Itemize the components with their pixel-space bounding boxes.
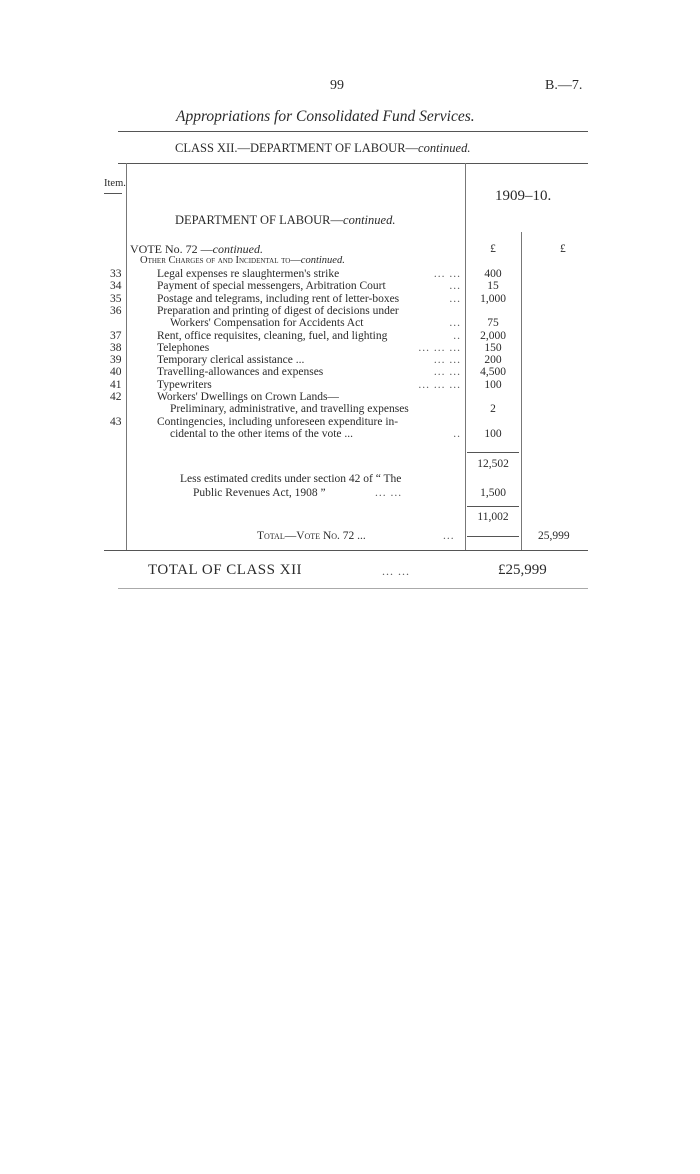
item-leaders: ... ... (433, 268, 461, 280)
item-amount: 400 (484, 268, 502, 280)
total-vote-rule (467, 536, 519, 537)
class-heading-main: CLASS XII.—DEPARTMENT OF LABOUR— (175, 141, 419, 155)
item-amount: 150 (484, 341, 502, 354)
item-amount: 1,000 (480, 292, 506, 305)
item-amount: 100 (484, 378, 502, 391)
class-heading-cont: continued. (418, 141, 471, 155)
item-description: Workers' Dwellings on Crown Lands— (157, 391, 339, 403)
page-title: Appropriations for Consolidated Fund Services. (176, 108, 475, 125)
item-number: 37 (110, 329, 122, 342)
item-leaders: ... ... (433, 354, 461, 367)
class-total-amount: £25,999 (498, 562, 547, 578)
item-number: 36 (110, 304, 122, 317)
item-description: Payment of special messengers, Arbitration Court (157, 280, 386, 293)
item-leaders: .. (453, 329, 461, 342)
item-description: Contingencies, including unforeseen expenditure in- (157, 415, 399, 428)
subtotal-rule (467, 452, 519, 453)
item-amount: 2 (490, 403, 496, 416)
currency-symbol-col1: £ (490, 243, 496, 255)
net-rule (467, 506, 519, 507)
item-leaders: ... ... ... (418, 378, 461, 391)
item-description: Workers' Compensation for Accidents Act (170, 317, 364, 330)
item-description: Legal expenses re slaughtermen's strike (157, 268, 340, 280)
net-amount: 11,002 (477, 511, 509, 523)
item-description: Preparation and printing of digest of decisions under (157, 304, 399, 317)
department-heading-cont: continued. (343, 213, 396, 227)
item-description: Rent, office requisites, cleaning, fuel, and lighting (157, 329, 388, 342)
total-vote-label: Total—Vote No. 72 ... (257, 530, 366, 542)
title-rule (118, 131, 588, 132)
item-header: Item. (104, 178, 126, 189)
total-column-divider (521, 232, 522, 550)
table-bottom-rule (104, 550, 588, 551)
item-description: Typewriters (157, 378, 212, 391)
document-reference: B.—7. (545, 78, 583, 93)
item-amount: 2,000 (480, 329, 506, 342)
item-number: 38 (110, 341, 122, 354)
item-leaders: .. (453, 427, 461, 440)
item-description: cidental to the other items of the vote ... (170, 427, 353, 440)
item-header-rule (104, 193, 122, 194)
class-total-leaders: ... ... (382, 564, 410, 578)
item-description: Postage and telegrams, including rent of letter-boxes (157, 292, 400, 305)
class-heading (175, 141, 470, 156)
item-number: 33 (110, 268, 122, 280)
item-number: 35 (110, 292, 122, 305)
item-amount: 75 (487, 317, 499, 330)
class-total-label: TOTAL OF CLASS XII (148, 562, 303, 578)
item-number: 41 (110, 378, 122, 391)
item-number: 34 (110, 280, 122, 293)
item-description: Travelling-allowances and expenses (157, 366, 324, 379)
item-leaders: ... (449, 317, 461, 330)
page-number: 99 (330, 78, 344, 93)
item-leaders: ... (449, 280, 461, 293)
subtotal-amount: 12,502 (477, 458, 509, 470)
item-column-divider (126, 163, 127, 550)
item-amount: 100 (484, 427, 502, 440)
table-top-rule (118, 163, 588, 164)
item-amount: 15 (487, 280, 499, 293)
subheading (140, 255, 345, 266)
item-number: 43 (110, 415, 122, 428)
total-vote-leaders: ... (443, 530, 455, 542)
currency-symbol-col2: £ (560, 243, 566, 255)
class-total-rule (118, 588, 588, 589)
total-vote-amount: 25,999 (538, 530, 570, 542)
item-number: 42 (110, 391, 122, 403)
item-number: 39 (110, 354, 122, 367)
item-description: Preliminary, administrative, and travelling expenses (170, 403, 409, 416)
item-amount: 200 (484, 354, 502, 367)
item-number: 40 (110, 366, 122, 379)
department-heading (175, 213, 395, 228)
vote-heading-cont: continued. (212, 242, 263, 256)
subheading-main: Other Charges of and Incidental to— (140, 255, 301, 266)
item-leaders: ... (449, 292, 461, 305)
less-credits-amount: 1,500 (480, 487, 506, 499)
less-credits-line1: Less estimated credits under section 42 of “ The (180, 473, 402, 485)
less-credits-leaders: ... ... (375, 487, 403, 499)
year-header: 1909–10. (495, 188, 552, 204)
item-description: Telephones (157, 341, 210, 354)
item-description: Temporary clerical assistance ... (157, 354, 305, 367)
vote-heading-main: VOTE No. 72 — (130, 242, 213, 256)
subheading-cont: continued. (300, 255, 345, 266)
item-amount: 4,500 (480, 366, 506, 379)
less-credits-line2: Public Revenues Act, 1908 ” (193, 487, 326, 499)
item-leaders: ... ... ... (418, 341, 461, 354)
department-heading-main: DEPARTMENT OF LABOUR— (175, 213, 344, 227)
item-leaders: ... ... (433, 366, 461, 379)
